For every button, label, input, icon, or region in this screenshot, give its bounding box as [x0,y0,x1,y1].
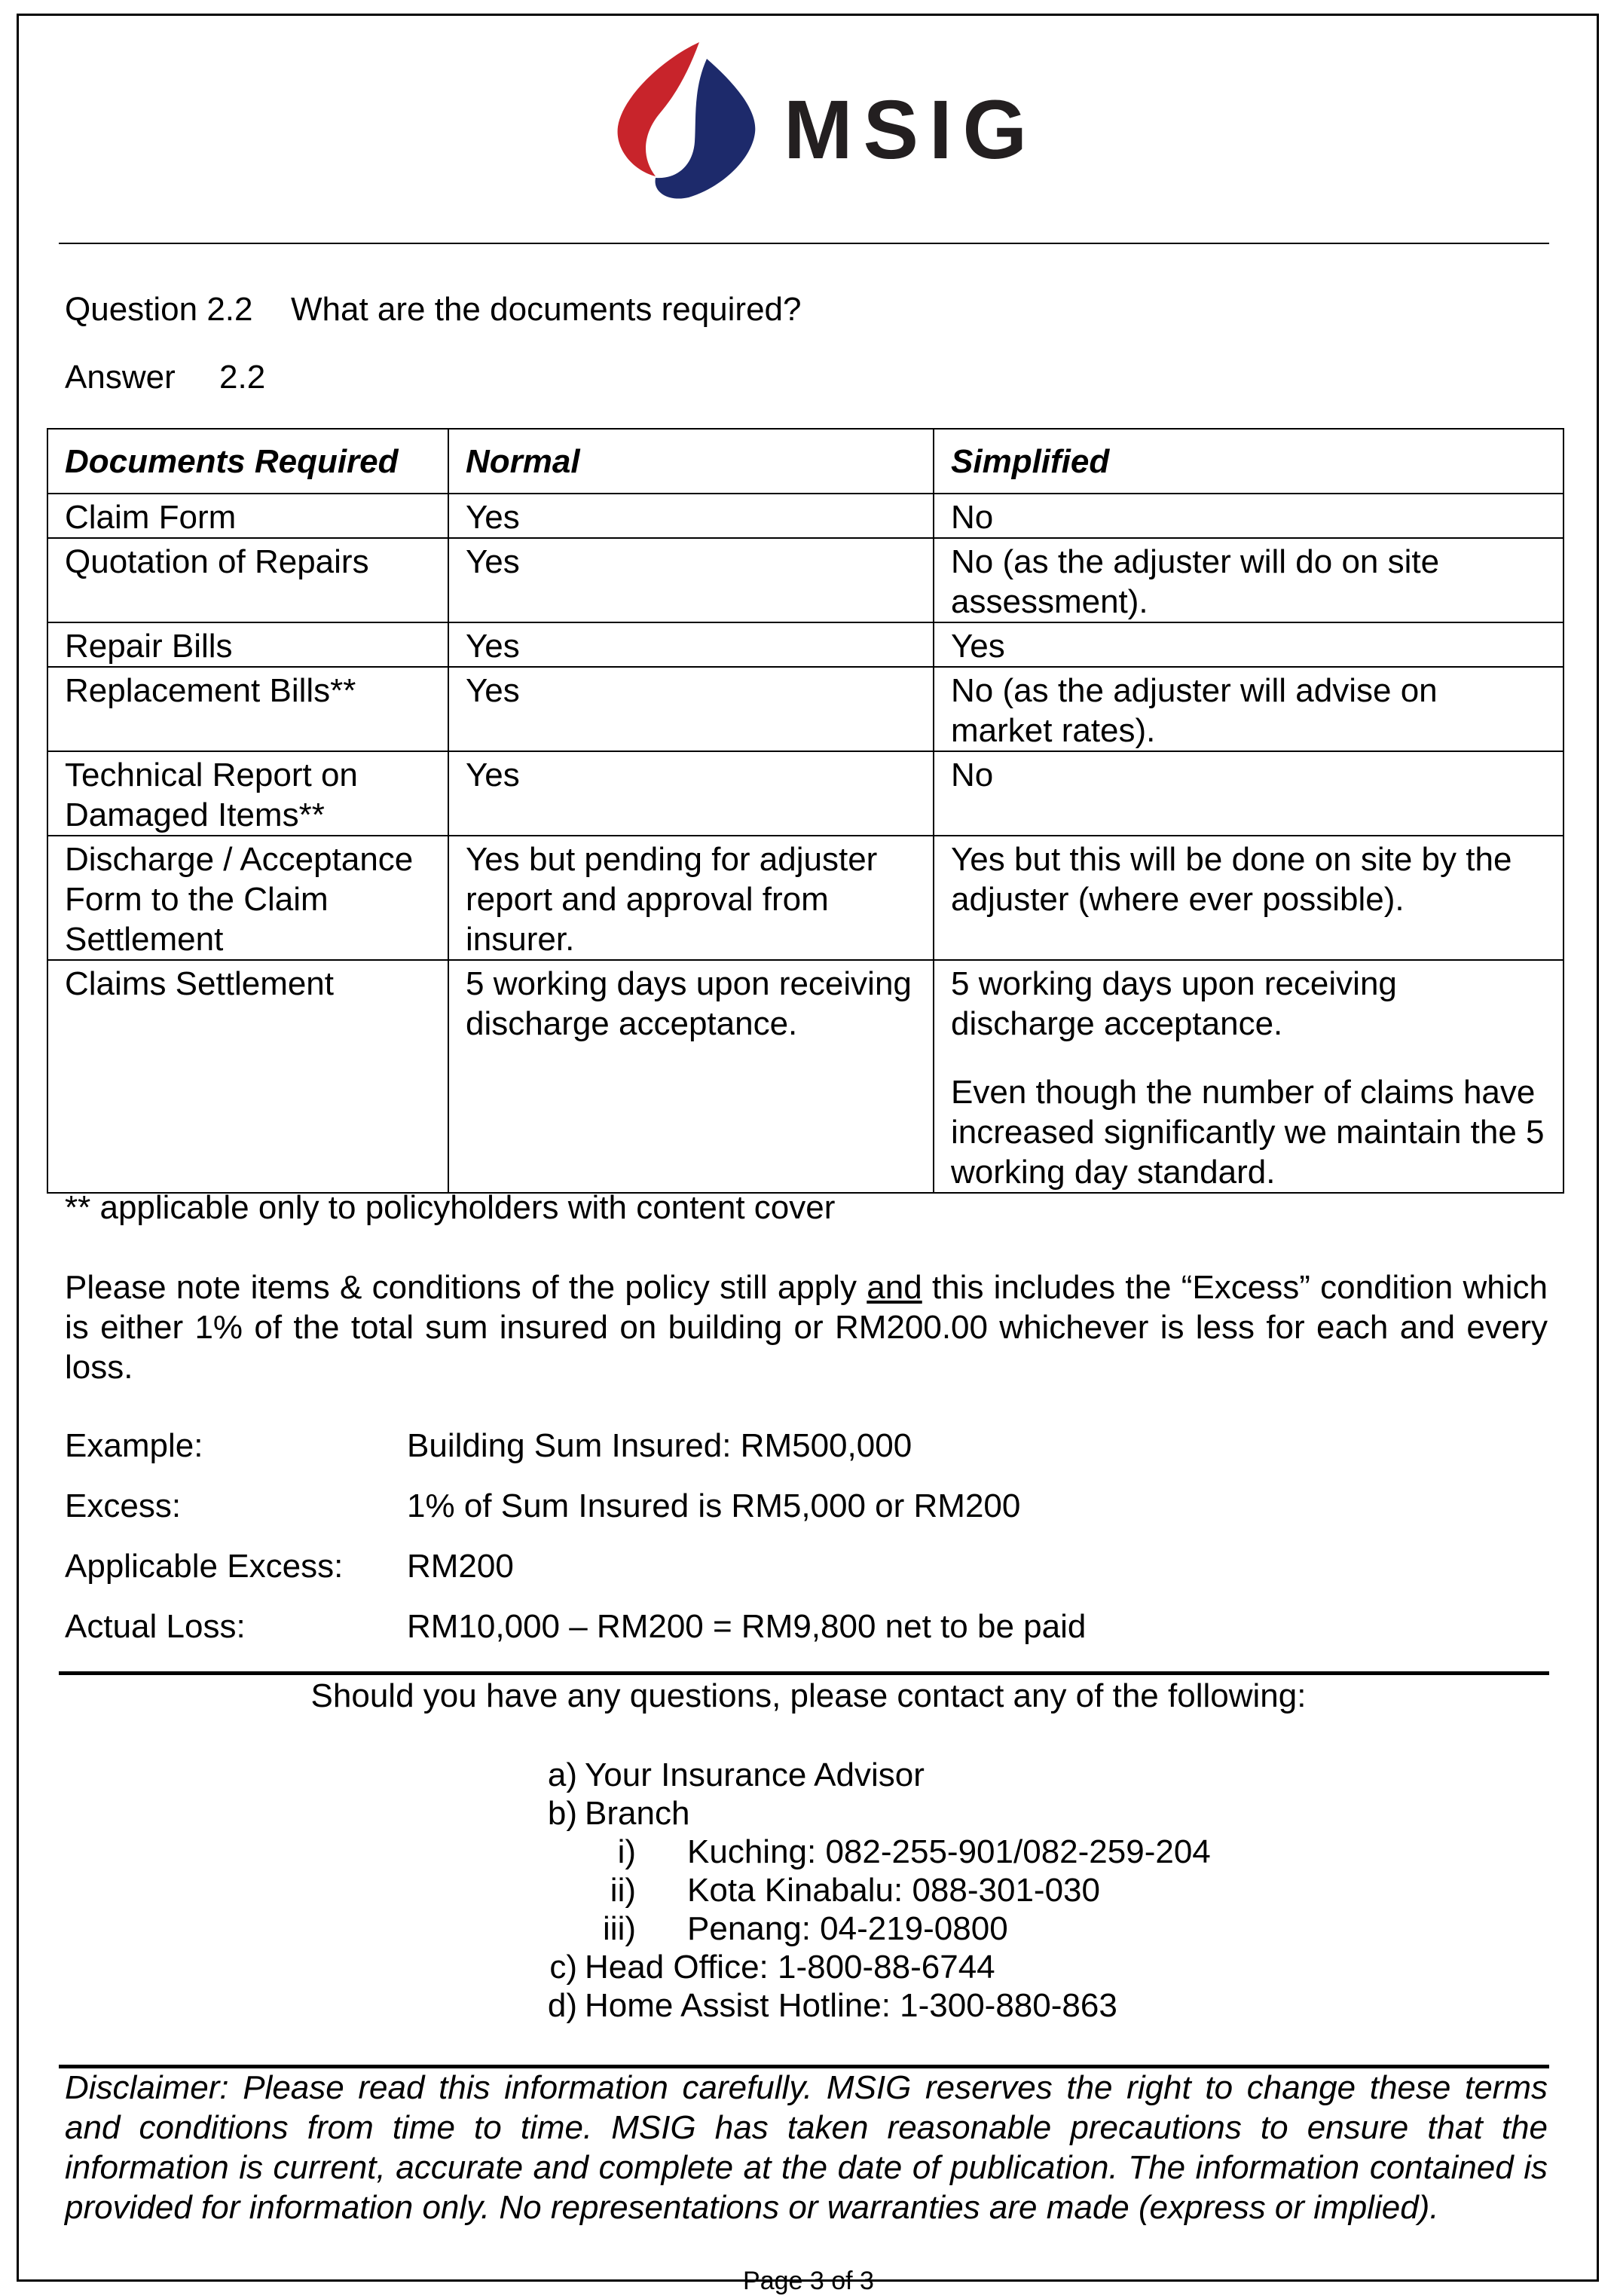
cell-doc: Technical Report on Damaged Items** [47,751,448,836]
table-row [47,751,1564,836]
cell-simplified: No [934,494,1564,538]
msig-logo [610,36,1038,202]
example-value: 1% of Sum Insured is RM5,000 or RM200 [407,1487,1021,1524]
cell-simplified: No [934,751,1564,836]
contact-text: Head Office: 1-800-88-6744 [585,1949,995,1986]
cell-doc: Replacement Bills** [47,667,448,751]
cell-simplified-extra: Even though the number of claims have increased significantly we maintain the 5 working day standard. [951,1074,1545,1191]
example-value: RM200 [407,1548,514,1585]
contact-marker: b) [547,1795,577,1832]
policy-note [65,1267,1548,1387]
answer-text: 2.2 [219,359,266,396]
contact-marker: a) [547,1756,577,1793]
cell-doc: Repair Bills [47,622,448,667]
footnote: ** applicable only to policyholders with content cover [65,1189,836,1226]
cell-doc: Claims Settlement [47,960,448,1193]
cell-normal: 5 working days upon receiving discharge acceptance. [448,960,934,1193]
branch-text: Penang: 04-219-0800 [687,1910,1008,1947]
cell-normal: Yes [448,494,934,538]
cell-normal: Yes [448,667,934,751]
question-label: Question 2.2 [65,291,253,328]
table-row [47,494,1564,538]
note-part1: Please note items & conditions of the policy still apply [65,1269,857,1306]
branch-marker: i) [617,1833,636,1870]
header-documents-required: Documents Required [47,429,448,494]
cell-normal: Yes but pending for adjuster report and approval from insurer. [448,836,934,960]
cell-simplified: Yes but this will be done on site by the adjuster (where ever possible). [934,836,1564,960]
branch-item [573,1871,1100,1909]
branch-marker: ii) [610,1872,636,1909]
brand-name: MSIG [784,84,1038,176]
answer-label: Answer [65,359,176,396]
cell-normal: Yes [448,538,934,622]
branch-marker: iii) [603,1910,636,1947]
contact-item [520,1794,689,1833]
contact-item [520,1948,995,1986]
disclaimer: Disclaimer: Please read this information carefully. MSIG reserves the right to change these terms and conditions from time to time. MSIG has taken reasonable precautions to ensure that the information is current, accurate and complete at the date of publication. The information contained is provided for information only. No representations or warranties are made (express or implied). [65,2069,1548,2226]
cell-normal: Yes [448,751,934,836]
cell-doc: Discharge / Acceptance Form to the Claim Settlement [47,836,448,960]
cell-simplified-text: 5 working days upon receiving discharge acceptance. [951,965,1397,1042]
contact-item [520,1986,1117,2025]
cell-simplified [934,960,1564,1193]
cell-simplified: No (as the adjuster will advise on market rates). [934,667,1564,751]
question-text: What are the documents required? [291,291,802,328]
table-row [47,960,1564,1193]
contact-marker: c) [549,1949,577,1986]
cell-doc: Quotation of Repairs [47,538,448,622]
example-label: Excess: [65,1487,182,1524]
table-row [47,667,1564,751]
table-row [47,622,1564,667]
header-divider [59,243,1549,244]
example-row [65,1487,1020,1525]
contact-divider [59,1671,1549,1675]
documents-table [47,428,1564,1194]
cell-doc: Claim Form [47,494,448,538]
contact-text: Your Insurance Advisor [585,1756,925,1793]
branch-item [573,1833,1211,1871]
note-part2: this includes the “Excess” condition which is either 1% of the total sum insured on building or RM200.00 whichever is less for each and every loss. [65,1269,1548,1386]
contact-marker: d) [547,1987,577,2024]
branch-item [573,1909,1008,1948]
contact-intro: Should you have any questions, please contact any of the following: [310,1677,1307,1714]
example-label: Example: [65,1427,203,1464]
msig-logo-icon [610,36,761,202]
contact-item [520,1756,925,1794]
contact-text: Branch [585,1795,690,1832]
cell-normal: Yes [448,622,934,667]
example-row [65,1427,912,1465]
branch-text: Kota Kinabalu: 088-301-030 [687,1872,1100,1909]
example-row [65,1608,1086,1646]
table-row [47,538,1564,622]
contact-text: Home Assist Hotline: 1-300-880-863 [585,1987,1117,2024]
page-number: Page 3 of 3 [743,2267,874,2295]
table-row [47,836,1564,960]
cell-simplified: No (as the adjuster will do on site assessment). [934,538,1564,622]
example-row [65,1548,514,1585]
example-label: Applicable Excess: [65,1548,344,1585]
example-value: RM10,000 – RM200 = RM9,800 net to be paid [407,1608,1087,1645]
example-label: Actual Loss: [65,1608,246,1645]
note-underlined: and [867,1269,922,1306]
question-line [65,291,802,329]
example-value: Building Sum Insured: RM500,000 [407,1427,912,1464]
cell-simplified: Yes [934,622,1564,667]
table-header-row [47,429,1564,494]
header-simplified: Simplified [934,429,1564,494]
header-normal: Normal [448,429,934,494]
answer-line [65,359,265,396]
branch-text: Kuching: 082-255-901/082-259-204 [687,1833,1211,1870]
